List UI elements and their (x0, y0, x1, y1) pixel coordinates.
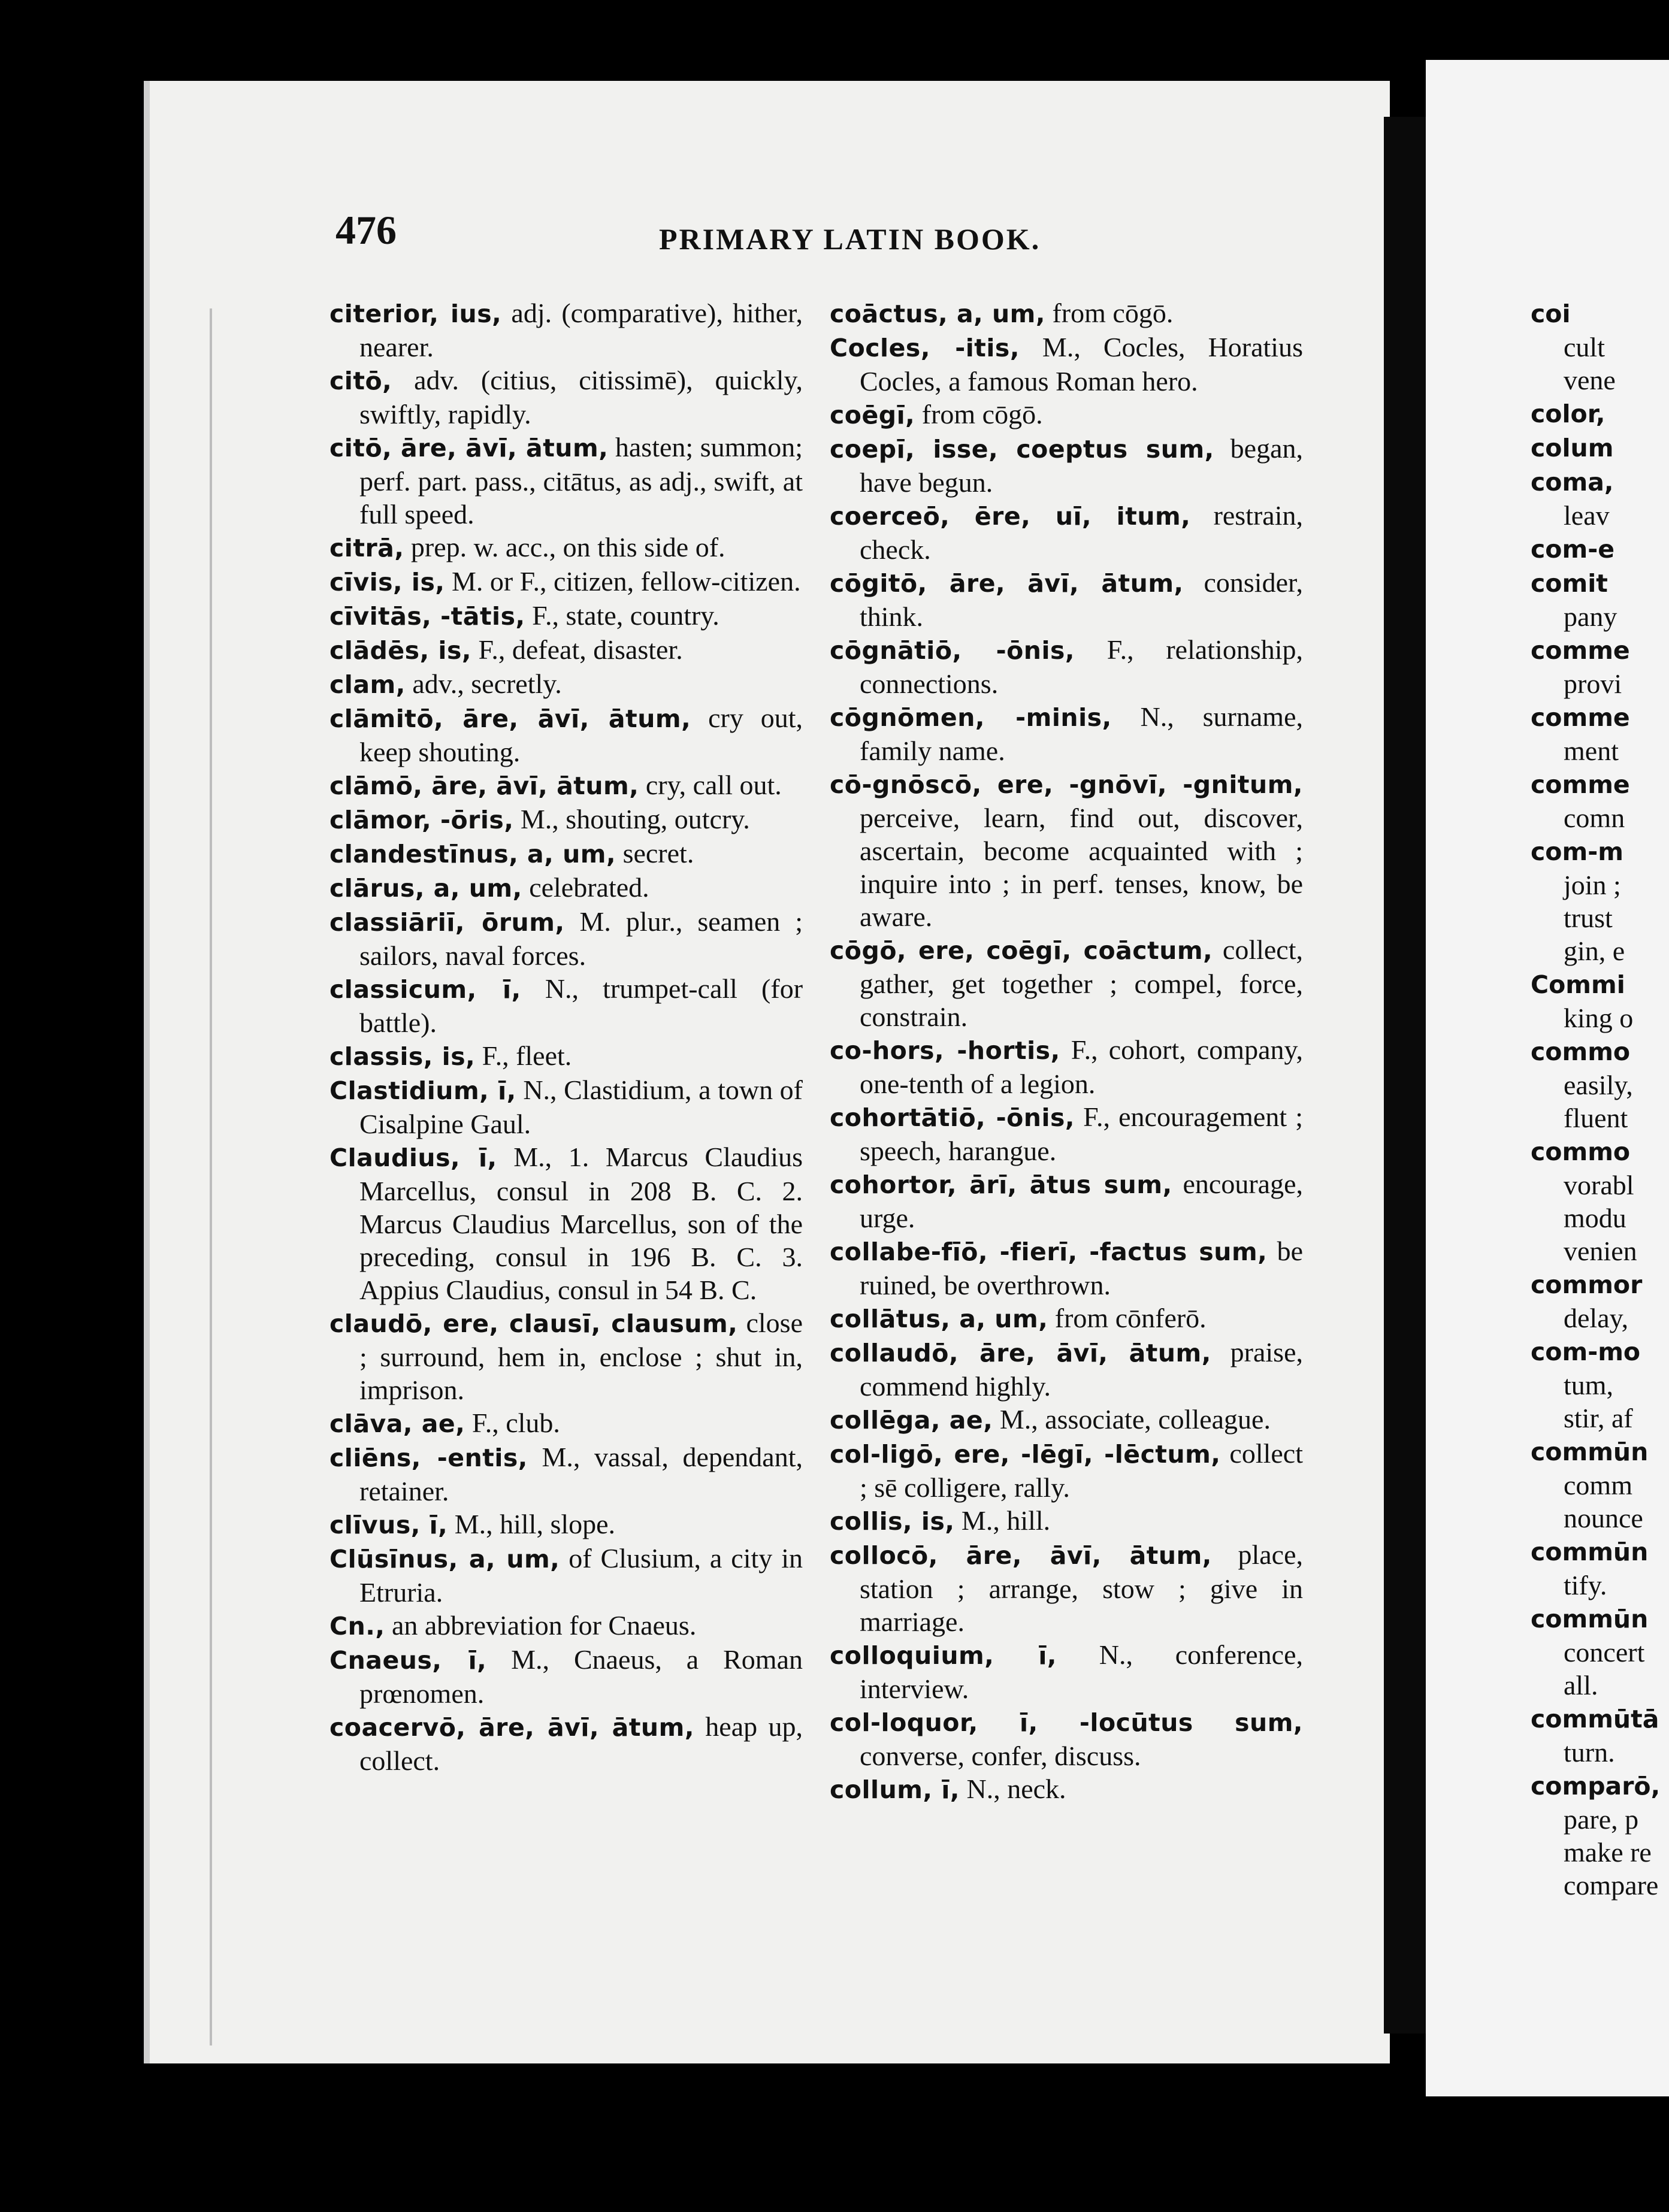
entry-definition: of Clusium, a city in Etruria. (359, 1543, 803, 1608)
entry-headword: collocō, āre, āvī, ātum, (830, 1541, 1212, 1570)
entry-headword: cliēns, -entis, (329, 1444, 528, 1472)
facing-page-headword: com-e (1531, 535, 1615, 564)
facing-page-text: modu (1564, 1203, 1626, 1233)
dictionary-entry (329, 1609, 803, 1643)
entry-definition: F., club. (465, 1408, 560, 1438)
dictionary-entry (329, 364, 803, 431)
entry-headword: colloquium, ī, (830, 1641, 1057, 1670)
dictionary-entry (830, 1437, 1303, 1504)
dictionary-entry (830, 767, 1303, 933)
dictionary-entry (329, 431, 803, 531)
entry-headword: citerior, ius, (329, 299, 502, 328)
facing-page-text: turn. (1564, 1737, 1615, 1768)
right-column (830, 296, 1303, 1806)
dictionary-entry (830, 1033, 1303, 1100)
facing-page-line (1531, 734, 1669, 767)
facing-page-line (1531, 633, 1669, 667)
dictionary-entry (329, 905, 803, 972)
facing-page-text: king o (1564, 1003, 1634, 1033)
entry-definition: F., relationship, connections. (860, 634, 1304, 699)
facing-page-text: easily, (1564, 1070, 1633, 1100)
entry-definition: M., associate, colleague. (993, 1404, 1271, 1435)
entry-definition: N., Clastidium, a town of Cisalpine Gaul. (359, 1075, 803, 1139)
dictionary-entry (329, 1073, 803, 1140)
dictionary-entry (830, 1336, 1303, 1403)
facing-page-line (1531, 1169, 1669, 1202)
entry-headword: clam, (329, 670, 406, 699)
entry-headword: clāmitō, āre, āvī, ātum, (329, 704, 691, 733)
facing-page-line (1531, 901, 1669, 934)
dictionary-entry (830, 499, 1303, 566)
running-title: PRIMARY LATIN BOOK. (659, 222, 1041, 256)
dictionary-entry (830, 933, 1303, 1033)
entry-definition: N., neck. (959, 1774, 1066, 1804)
dictionary-entry (830, 1100, 1303, 1167)
entry-definition: restrain, check. (860, 500, 1303, 565)
entry-headword: coerceō, ēre, uī, itum, (830, 502, 1191, 531)
dictionary-entry (329, 837, 803, 871)
entry-definition: F., fleet. (475, 1040, 572, 1071)
dictionary-entry (329, 633, 803, 667)
entry-definition: M., vassal, dependant, retainer. (359, 1442, 803, 1506)
facing-page-text: concert (1564, 1637, 1645, 1668)
entry-headword: coacervō, āre, āvī, ātum, (329, 1713, 694, 1742)
entry-definition: from cōgō. (915, 399, 1043, 429)
entry-headword: Cn., (329, 1612, 385, 1641)
entry-headword: cohortātiō, -ōnis, (830, 1103, 1075, 1132)
entry-headword: co-hors, -hortis, (830, 1036, 1060, 1065)
entry-definition: place, station ; arrange, stow ; give in marriage. (860, 1539, 1303, 1637)
entry-headword: cīvis, is, (329, 568, 445, 597)
facing-page-text: fluent (1564, 1103, 1628, 1133)
facing-page-line (1531, 1001, 1669, 1034)
facing-page-line (1531, 397, 1669, 431)
facing-page-line (1531, 1102, 1669, 1134)
facing-page-line (1531, 331, 1669, 364)
entry-definition: from cōnferō. (1048, 1303, 1207, 1333)
facing-page-text: nounce (1564, 1503, 1643, 1533)
entry-headword: Cocles, -itis, (830, 334, 1020, 362)
facing-page-line (1531, 1769, 1669, 1803)
facing-page-text: compare (1564, 1870, 1659, 1901)
entry-definition: cry, call out. (639, 770, 782, 800)
dictionary-entry (329, 599, 803, 633)
entry-headword: coepī, isse, coeptus sum, (830, 435, 1214, 464)
facing-page-line (1531, 869, 1669, 901)
entry-definition: M., hill, slope. (448, 1509, 616, 1539)
facing-page-line (1531, 1669, 1669, 1702)
entry-headword: cōgitō, āre, āvī, ātum, (830, 569, 1184, 598)
entry-headword: cō-gnōscō, ere, -gnōvī, -gnitum, (830, 770, 1303, 799)
facing-page-text: comn (1564, 803, 1625, 833)
entry-headword: Cnaeus, ī, (329, 1646, 487, 1675)
dictionary-entry (830, 1234, 1303, 1302)
entry-headword: collātus, a, um, (830, 1305, 1048, 1333)
facing-page-line (1531, 1869, 1669, 1902)
dictionary-entry (329, 1508, 803, 1542)
facing-page-text: join ; (1564, 870, 1621, 900)
entry-definition: F., encouragement ; speech, harangue. (860, 1102, 1303, 1166)
facing-page-text: leav (1564, 500, 1610, 531)
facing-page-text: make re (1564, 1837, 1652, 1868)
entry-headword: collum, ī, (830, 1775, 960, 1804)
facing-page-headword: com-mo (1531, 1338, 1641, 1366)
facing-page-text: comm (1564, 1470, 1632, 1500)
facing-page-line (1531, 1636, 1669, 1669)
facing-page-line (1531, 1435, 1669, 1469)
facing-page-headword: commūtā (1531, 1705, 1659, 1733)
entry-headword: coēgī, (830, 401, 915, 429)
dictionary-entry (329, 1140, 803, 1306)
entry-headword: cohortor, ārī, ātus sum, (830, 1170, 1172, 1199)
entry-headword: classicum, ī, (329, 975, 521, 1004)
page-number: 476 (335, 207, 397, 253)
facing-page-headword: commor (1531, 1270, 1643, 1299)
facing-page-text: pare, p (1564, 1804, 1639, 1835)
facing-page-headword: commo (1531, 1137, 1631, 1166)
facing-page-line (1531, 834, 1669, 869)
left-column (329, 296, 803, 1777)
facing-page-line (1531, 532, 1669, 566)
dictionary-entry (830, 1772, 1303, 1806)
dictionary-entry (329, 871, 803, 905)
facing-page-headword: coi (1531, 299, 1571, 328)
facing-page-headword: colum (1531, 434, 1614, 462)
facing-page-headword: commo (1531, 1037, 1631, 1066)
facing-page-text: stir, af (1564, 1403, 1633, 1433)
facing-page-headword: com-m (1531, 837, 1623, 866)
facing-page-line (1531, 1202, 1669, 1234)
dictionary-entry (830, 398, 1303, 432)
dictionary-entry (329, 701, 803, 768)
facing-page-headword: comit (1531, 569, 1608, 598)
entry-definition: an abbreviation for Cnaeus. (385, 1610, 697, 1641)
entry-headword: collis, is, (830, 1507, 955, 1536)
dictionary-entry (329, 1039, 803, 1073)
facing-page-line (1531, 700, 1669, 734)
dictionary-entry (830, 331, 1303, 398)
dictionary-entry (329, 768, 803, 803)
entry-definition: N., surname, family name. (860, 701, 1303, 766)
facing-page-line (1531, 1069, 1669, 1102)
entry-definition: encourage, urge. (860, 1169, 1303, 1233)
entry-headword: clāmor, -ōris, (329, 806, 514, 834)
facing-page-text: gin, e (1564, 936, 1625, 966)
facing-page-headword: comme (1531, 770, 1630, 799)
facing-page-text: delay, (1564, 1303, 1629, 1333)
facing-page-line (1531, 667, 1669, 700)
facing-page-line (1531, 1469, 1669, 1502)
entry-definition: be ruined, be overthrown. (860, 1236, 1304, 1300)
facing-page-line (1531, 566, 1669, 600)
facing-page-line (1531, 364, 1669, 397)
entry-definition: M., shouting, outcry. (513, 804, 750, 834)
entry-headword: cōgō, ere, coēgī, coāctum, (830, 936, 1213, 965)
entry-headword: claudō, ere, clausī, clausum, (329, 1309, 738, 1338)
entry-definition: M., hill. (954, 1505, 1051, 1536)
entry-definition: adv. (citius, citissimē), quickly, swiftly, rapidly. (359, 365, 803, 429)
dictionary-entry (830, 432, 1303, 499)
entry-definition: M. or F., citizen, fellow-citizen. (445, 566, 801, 597)
entry-headword: clandestīnus, a, um, (329, 840, 616, 869)
dictionary-entry (830, 1638, 1303, 1705)
entry-headword: collaudō, āre, āvī, ātum, (830, 1339, 1211, 1367)
entry-definition: collect, gather, get together ; compel, force, constrain. (860, 934, 1304, 1032)
entry-headword: Claudius, ī, (329, 1143, 497, 1172)
dictionary-entry (329, 1710, 803, 1777)
facing-page-text: tum, (1564, 1370, 1614, 1400)
facing-page-line (1531, 1034, 1669, 1069)
facing-page-text: cult (1564, 332, 1605, 362)
entry-headword: clādēs, is, (329, 636, 471, 665)
dictionary-entry (830, 296, 1303, 331)
entry-headword: cīvitās, -tātis, (329, 602, 525, 631)
entry-definition: N., trumpet-call (for battle). (359, 973, 803, 1038)
dictionary-entry (329, 531, 803, 565)
dictionary-entry (329, 565, 803, 599)
facing-page-line (1531, 1736, 1669, 1769)
entry-headword: Clūsīnus, a, um, (329, 1545, 560, 1573)
facing-page-line (1531, 1267, 1669, 1302)
entry-headword: citō, āre, āvī, ātum, (329, 434, 609, 462)
facing-page-headword: comme (1531, 703, 1630, 732)
facing-page-line (1531, 967, 1669, 1001)
facing-page-headword: commūn (1531, 1538, 1649, 1566)
entry-definition: perceive, learn, find out, discover, ascertain, become acquainted with ; inquire into ; in perf. tenses, know, be aware. (860, 803, 1303, 932)
facing-page-text: vene (1564, 365, 1616, 395)
entry-definition: adj. (comparative), hither, nearer. (359, 298, 803, 362)
facing-page-line (1531, 1702, 1669, 1736)
entry-definition: F., defeat, disaster. (471, 634, 683, 665)
entry-definition: heap up, collect. (359, 1711, 803, 1776)
facing-page-text: ment (1564, 736, 1619, 766)
dictionary-entry (329, 1542, 803, 1609)
facing-page-line (1531, 1502, 1669, 1535)
facing-page-headword: commūn (1531, 1605, 1649, 1633)
entry-headword: clārus, a, um, (329, 874, 522, 903)
entry-definition: secret. (616, 838, 694, 869)
dictionary-entry (830, 1167, 1303, 1234)
facing-page-line (1531, 296, 1669, 331)
entry-definition: adv., secretly. (405, 668, 562, 699)
entry-definition: M., 1. Marcus Claudius Marcellus, consul in 208 B. C. 2. Marcus Claudius Marcellus, son of the preceding, consul in 196 B. C. 3. Appius Claudius, consul in 54 B. C. (359, 1142, 803, 1305)
dictionary-entry (830, 1403, 1303, 1437)
facing-page-line (1531, 1569, 1669, 1602)
entry-definition: praise, commend highly. (860, 1337, 1303, 1402)
entry-definition: F., state, country. (525, 600, 719, 631)
facing-page (1426, 60, 1669, 2096)
facing-page-headword: comme (1531, 636, 1630, 665)
dictionary-entry (329, 972, 803, 1039)
facing-page-line (1531, 767, 1669, 801)
facing-page-line (1531, 465, 1669, 499)
entry-headword: coāctus, a, um, (830, 299, 1045, 328)
entry-headword: collēga, ae, (830, 1406, 993, 1435)
dictionary-entry (830, 1705, 1303, 1772)
entry-definition: celebrated. (522, 872, 649, 903)
facing-page-line (1531, 1402, 1669, 1435)
facing-page-text: vorabl (1564, 1170, 1634, 1200)
facing-page-text: tify. (1564, 1570, 1607, 1600)
entry-definition: hasten; summon; perf. part. pass., citātus, as adj., swift, at full speed. (359, 432, 803, 529)
facing-page-line (1531, 1369, 1669, 1402)
facing-page-text: venien (1564, 1236, 1637, 1266)
facing-page-column (1531, 296, 1669, 1902)
facing-page-text: pany (1564, 601, 1617, 632)
entry-definition: M., Cocles, Horatius Cocles, a famous Roman hero. (860, 332, 1303, 397)
dictionary-entry (830, 1538, 1303, 1638)
entry-definition: converse, confer, discuss. (860, 1741, 1141, 1771)
entry-headword: citrā, (329, 534, 404, 562)
entry-headword: collabe-fīō, -fierī, -factus sum, (830, 1237, 1268, 1266)
facing-page-line (1531, 1335, 1669, 1369)
dictionary-entry (329, 1643, 803, 1710)
entry-headword: clāva, ae, (329, 1409, 465, 1438)
dictionary-entry (329, 667, 803, 701)
facing-page-line (1531, 1234, 1669, 1267)
facing-page-line (1531, 1803, 1669, 1836)
entry-definition: collect ; sē colligere, rally. (860, 1438, 1303, 1503)
facing-page-headword: commūn (1531, 1438, 1649, 1466)
entry-headword: citō, (329, 367, 392, 395)
entry-definition: M. plur., seamen ; sailors, naval forces. (359, 906, 803, 971)
entry-definition: consider, think. (860, 567, 1303, 632)
facing-page-line (1531, 1836, 1669, 1869)
facing-page-headword: color, (1531, 400, 1605, 428)
facing-page-line (1531, 600, 1669, 633)
facing-page-headword: Commi (1531, 970, 1625, 999)
entry-definition: prep. w. acc., on this side of. (404, 532, 725, 562)
facing-page-line (1531, 1134, 1669, 1169)
entry-definition: N., conference, interview. (860, 1639, 1303, 1704)
dictionary-entry (329, 803, 803, 837)
entry-headword: col-loquor, ī, -locūtus sum, (830, 1708, 1303, 1737)
facing-page-headword: coma, (1531, 468, 1614, 497)
entry-headword: clīvus, ī, (329, 1511, 448, 1539)
dictionary-entry (830, 1302, 1303, 1336)
facing-page-line (1531, 1602, 1669, 1636)
book-gutter (1384, 117, 1426, 2034)
facing-page-line (1531, 934, 1669, 967)
facing-page-headword: comparō, (1531, 1772, 1661, 1801)
facing-page-line (1531, 1535, 1669, 1569)
dictionary-entry (830, 633, 1303, 700)
entry-definition: began, have begun. (860, 433, 1303, 498)
entry-headword: clāmō, āre, āvī, ātum, (329, 771, 639, 800)
entry-headword: col-ligō, ere, -lēgī, -lēctum, (830, 1440, 1221, 1469)
dictionary-entry (329, 1406, 803, 1441)
entry-definition: M., Cnaeus, a Roman prœnomen. (359, 1644, 803, 1709)
dictionary-entry (830, 566, 1303, 633)
entry-headword: classis, is, (329, 1042, 476, 1071)
entry-definition: cry out, keep shouting. (359, 703, 803, 767)
entry-definition: from cōgō. (1045, 298, 1174, 328)
facing-page-text: all. (1564, 1670, 1598, 1700)
facing-page-line (1531, 801, 1669, 834)
facing-page-line (1531, 431, 1669, 465)
facing-page-text: provi (1564, 668, 1622, 699)
facing-page-line (1531, 1302, 1669, 1335)
entry-headword: cōgnōmen, -minis, (830, 703, 1112, 732)
entry-headword: cōgnātiō, -ōnis, (830, 636, 1075, 665)
entry-headword: classiāriī, ōrum, (329, 908, 565, 937)
facing-page-text: trust (1564, 903, 1613, 933)
entry-definition: close ; surround, hem in, enclose ; shut in, imprison. (359, 1308, 803, 1405)
dictionary-entry (329, 1306, 803, 1406)
dictionary-entry (830, 1504, 1303, 1538)
dictionary-entry (329, 1441, 803, 1508)
dictionary-entry (830, 700, 1303, 767)
dictionary-entry (329, 296, 803, 364)
facing-page-line (1531, 499, 1669, 532)
entry-headword: Clastidium, ī, (329, 1076, 516, 1105)
entry-definition: F., cohort, company, one-tenth of a legion. (860, 1034, 1304, 1099)
